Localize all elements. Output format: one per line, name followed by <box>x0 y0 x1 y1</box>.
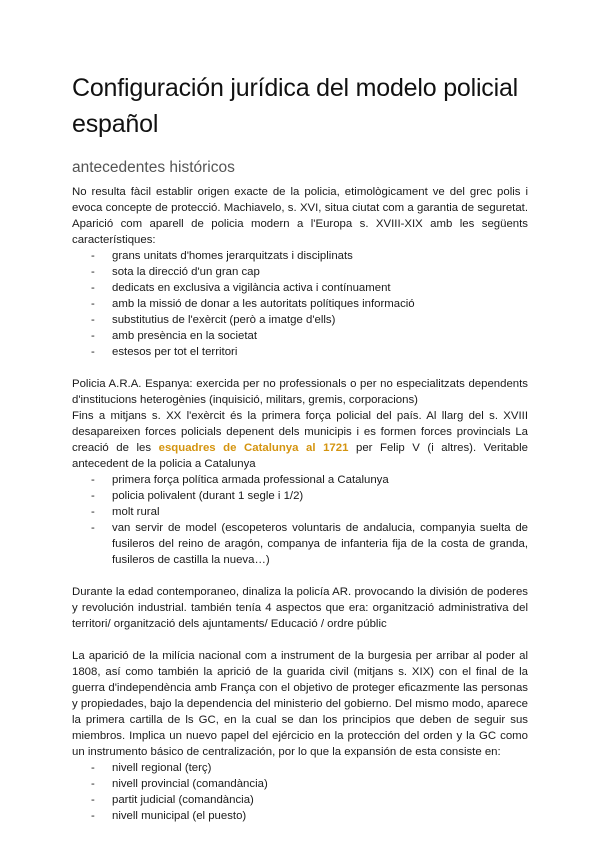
list-item: - substitutius de l'exèrcit (però a imatge d'ells) <box>91 312 528 328</box>
list-item: - policia polivalent (durant 1 segle i 1/2) <box>91 488 528 504</box>
list-item: - nivell regional (terç) <box>91 760 528 776</box>
list-item: - amb la missió de donar a les autoritats polítiques informació <box>91 296 528 312</box>
text-segment: Fins a mitjans s. XX l'exèrcit és la primera força policial del país. Al llarg del s. XVIII desapareixen forces policials depenent dels municipis i es formen forces provincials La creació de les <box>72 410 528 454</box>
list-item: - molt rural <box>91 504 528 520</box>
list-item: - dedicats en exclusiva a vigilància activa i contínuament <box>91 280 528 296</box>
list-item: - partit judicial (comandància) <box>91 792 528 808</box>
paragraph-intro: No resulta fàcil establir origen exacte de la policia, etimològicament ve del grec polis i evoca concepte de protecció. Machiavelo, s. XVI, situa ciutat com a garantia de seguretat. Aparició com aparell de policia modern a l'Europa s. XVIII-XIX amb les següents característiques: <box>72 186 528 246</box>
list-item: - estesos per tot el territori <box>91 344 528 360</box>
list-item: - nivell provincial (comandància) <box>91 776 528 792</box>
section-subtitle: antecedentes históricos <box>72 159 235 176</box>
list-niveles <box>72 760 528 824</box>
paragraph-edad-contemporanea: Durante la edad contemporaneo, dinaliza la policía AR. provocando la división de poderes y revolución industrial. también tenía 4 aspectos que era: organització administrativa del territori/ organització dels ajuntaments/ Educació / ordre públic <box>72 586 528 630</box>
document-page <box>72 70 528 824</box>
text-segment: per Felip V (i altres). Veritable antecedent de la policia a Catalunya <box>72 442 529 470</box>
paragraph-milicia-nacional: La aparició de la milícia nacional com a instrument de la burgesia per arribar al poder al 1808, así como también la aprició de la guarida civil (mitjans s. XIX) con el final de la guerra d'independència amb França con el objetivo de proteger eficazmente las personas y propiedades, bajo la dependencia del ministerio del gobierno. Del mismo modo, aparece la primera cartilla de ls GC, en la cual se dan los principios que deben de seguir sus miembros. Implica un nuevo papel del ejércicio en la protección del orden y la GC como un instrumento básico de centralización, por lo que la expansión de esta consiste en: <box>72 650 528 758</box>
list-item: - nivell municipal (el puesto) <box>91 808 528 824</box>
paragraph-exercit <box>72 408 528 472</box>
list-item: - amb presència en la societat <box>91 328 528 344</box>
list-item: - grans unitats d'homes jerarquitzats i disciplinats <box>91 248 528 264</box>
list-item: - sota la direcció d'un gran cap <box>91 264 528 280</box>
list-esquadres <box>72 472 528 568</box>
highlighted-text: esquadres de Catalunya al 1721 <box>158 442 349 454</box>
paragraph-policia-ara: Policia A.R.A. Espanya: exercida per no professionals o per no especialitzats dependents d'institucions heterogènies (inquisició, militars, gremis, corporacions) <box>72 378 528 406</box>
list-item: - van servir de model (escopeteros voluntaris de andalucia, companyia suelta de fusileros del reino de aragón, companya de infanteria fija de la costa de granda, fusileros de castilla la nueva…) <box>91 520 528 568</box>
document-title: Configuración jurídica del modelo policial español <box>72 74 519 138</box>
list-item: - primera força política armada professional a Catalunya <box>91 472 528 488</box>
list-characteristics <box>72 248 528 360</box>
